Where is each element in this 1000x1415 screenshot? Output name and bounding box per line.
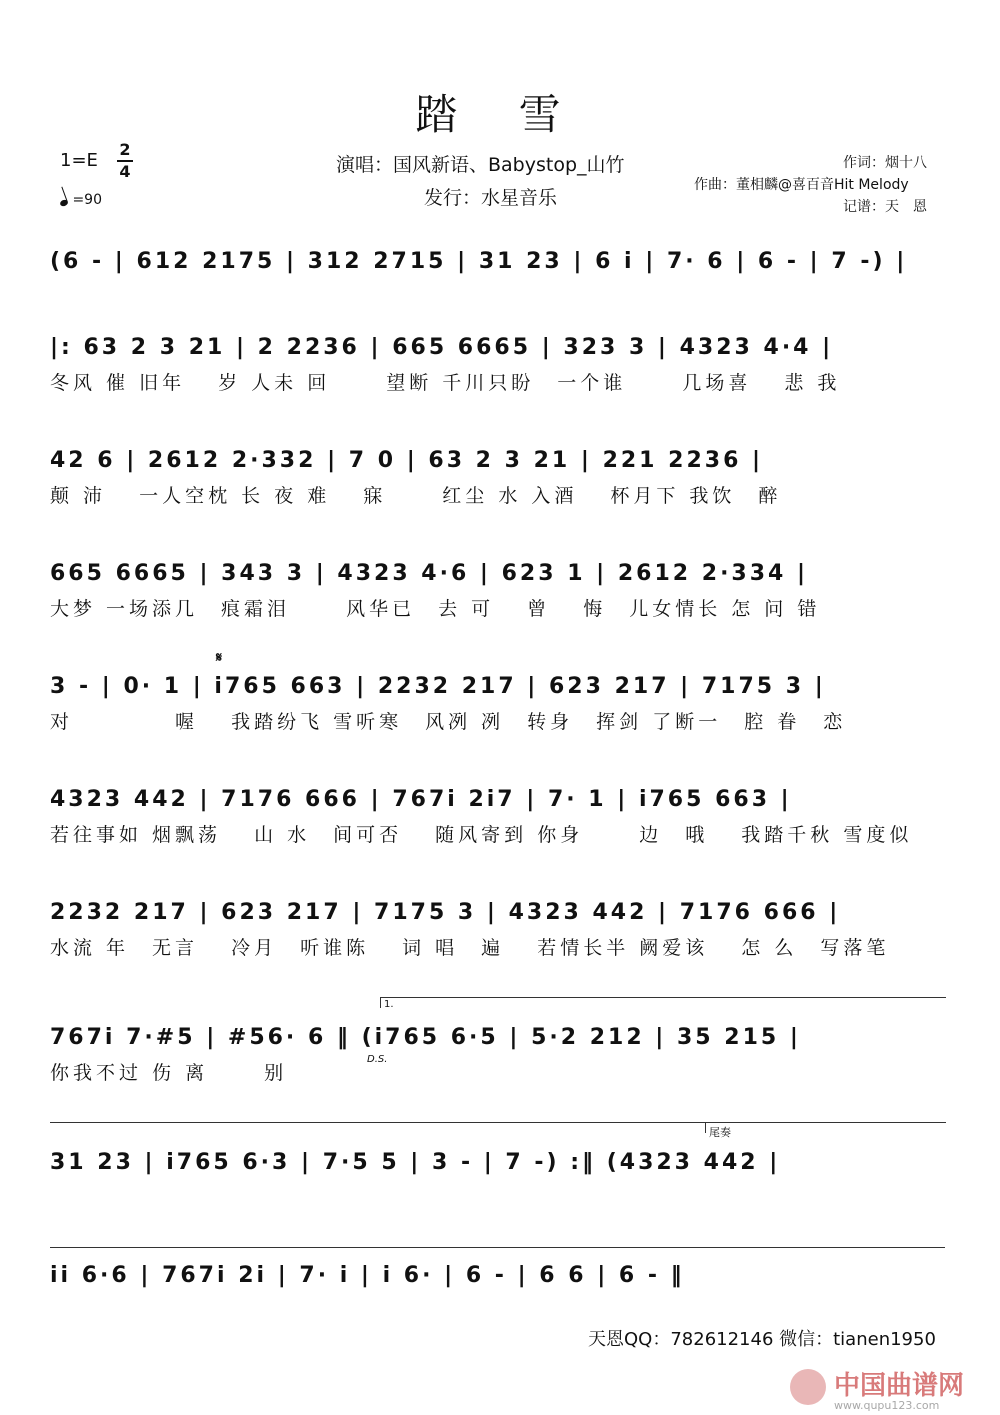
time-signature xyxy=(115,140,135,182)
notation: 4323 442 | 7176 666 | 767i 2i7 | 7· 1 | i765 663 | xyxy=(50,787,792,812)
dal-segno-mark: D.S. xyxy=(367,1054,388,1065)
notation: ii 6·6 | 767i 2i | 7· i | i 6· | 6 - | 6 6 | 6 - ‖ xyxy=(50,1263,685,1288)
site-logo-icon xyxy=(790,1369,826,1405)
score-line-2 xyxy=(50,328,950,424)
publisher-credit: 发行：水星音乐 xyxy=(424,187,558,209)
lyrics: 若往事如 烟飘荡 山 水 间可否 随风寄到 你身 边 哦 我踏千秋 雪度似 xyxy=(50,824,913,846)
lyrics: 水流 年 无言 冷月 听谁陈 词 唱 遍 若情长半 阙爱该 怎 么 写落笔 xyxy=(50,937,890,959)
notation: 31 23 | i765 6·3 | 7·5 5 | 3 - | 7 -) :‖ (4323 442 | xyxy=(50,1150,781,1175)
lyrics: 冬风 催 旧年 岁 人未 回 望断 千川只盼 一个谁 几场喜 悲 我 xyxy=(50,372,841,394)
notation: |: 63 2 3 21 | 2 2236 | 665 6665 | 323 3 | 4323 4·4 | xyxy=(50,335,834,360)
lyrics: 颠 沛 一人空枕 长 夜 难 寐 红尘 水 入酒 杯月下 我饮 醉 xyxy=(50,485,782,507)
score-line-3 xyxy=(50,441,950,537)
volta-label: 1. xyxy=(384,999,394,1010)
volta-bracket-continued xyxy=(50,1122,705,1123)
coda-bracket xyxy=(705,1122,946,1133)
notation: 42 6 | 2612 2·332 | 7 0 | 63 2 3 21 | 221 2236 | xyxy=(50,448,764,473)
lyrics: 对 喔 我踏纷飞 雪听寒 风冽 冽 转身 挥剑 了断一 腔 眷 恋 xyxy=(50,711,847,733)
score-line-8 xyxy=(50,1018,950,1114)
segno-sign: 𝄋 xyxy=(216,650,223,666)
score-line-1 xyxy=(50,242,950,338)
time-signature-top: 2 xyxy=(119,140,131,159)
coda-label: 尾奏 xyxy=(709,1126,731,1139)
quarter-note-icon xyxy=(59,199,69,207)
notation: 2232 217 | 623 217 | 7175 3 | 4323 442 | 7176 666 | xyxy=(50,900,841,925)
score-line-7 xyxy=(50,893,950,989)
lyrics xyxy=(50,282,950,312)
notation: (6 - | 612 2175 | 312 2715 | 31 23 | 6 i | 7· 6 | 6 - | 7 -) | xyxy=(50,249,908,274)
coda-bracket-continued xyxy=(50,1247,945,1248)
lyrics xyxy=(50,1296,950,1326)
lyricist-credit: 作词：烟十八 xyxy=(843,155,927,171)
score-line-5 xyxy=(50,667,950,763)
watermark xyxy=(790,1365,990,1412)
time-signature-bottom: 4 xyxy=(119,162,131,181)
score-line-9 xyxy=(50,1143,950,1239)
score-line-6 xyxy=(50,780,950,876)
key-signature: 1=E xyxy=(60,150,98,171)
contact-footer: 天恩QQ：782612146 微信：tianen1950 xyxy=(588,1329,936,1350)
singer-credit: 演唱：国风新语、Babystop_山竹 xyxy=(336,154,625,176)
watermark-site-name: 中国曲谱网 xyxy=(834,1371,965,1401)
notation: 767i 7·#5 | #56· 6 ‖ (i765 6·5 | 5·2 212 | 35 215 | xyxy=(50,1025,801,1050)
notation: 3 - | 0· 1 | i765 663 | 2232 217 | 623 217 | 7175 3 | xyxy=(50,674,826,699)
score-line-4 xyxy=(50,554,950,650)
lyrics: 大梦 一场添几 痕霜泪 风华已 去 可 曾 悔 儿女情长 怎 问 错 xyxy=(50,598,821,620)
composer-credit: 作曲：董相麟@喜百音Hit Melody xyxy=(694,177,909,193)
volta-bracket xyxy=(380,997,946,1008)
page-title: 踏 雪 xyxy=(415,90,585,139)
notation: 665 6665 | 343 3 | 4323 4·6 | 623 1 | 2612 2·334 | xyxy=(50,561,809,586)
transcriber-credit: 记谱：天 恩 xyxy=(843,199,927,215)
watermark-url: www.qupu123.com xyxy=(834,1399,940,1412)
lyrics xyxy=(50,1183,950,1213)
lyrics: 你我不过 伤 离 别 xyxy=(50,1062,288,1084)
tempo-value: =90 xyxy=(72,192,102,208)
tempo-marking xyxy=(60,192,102,208)
